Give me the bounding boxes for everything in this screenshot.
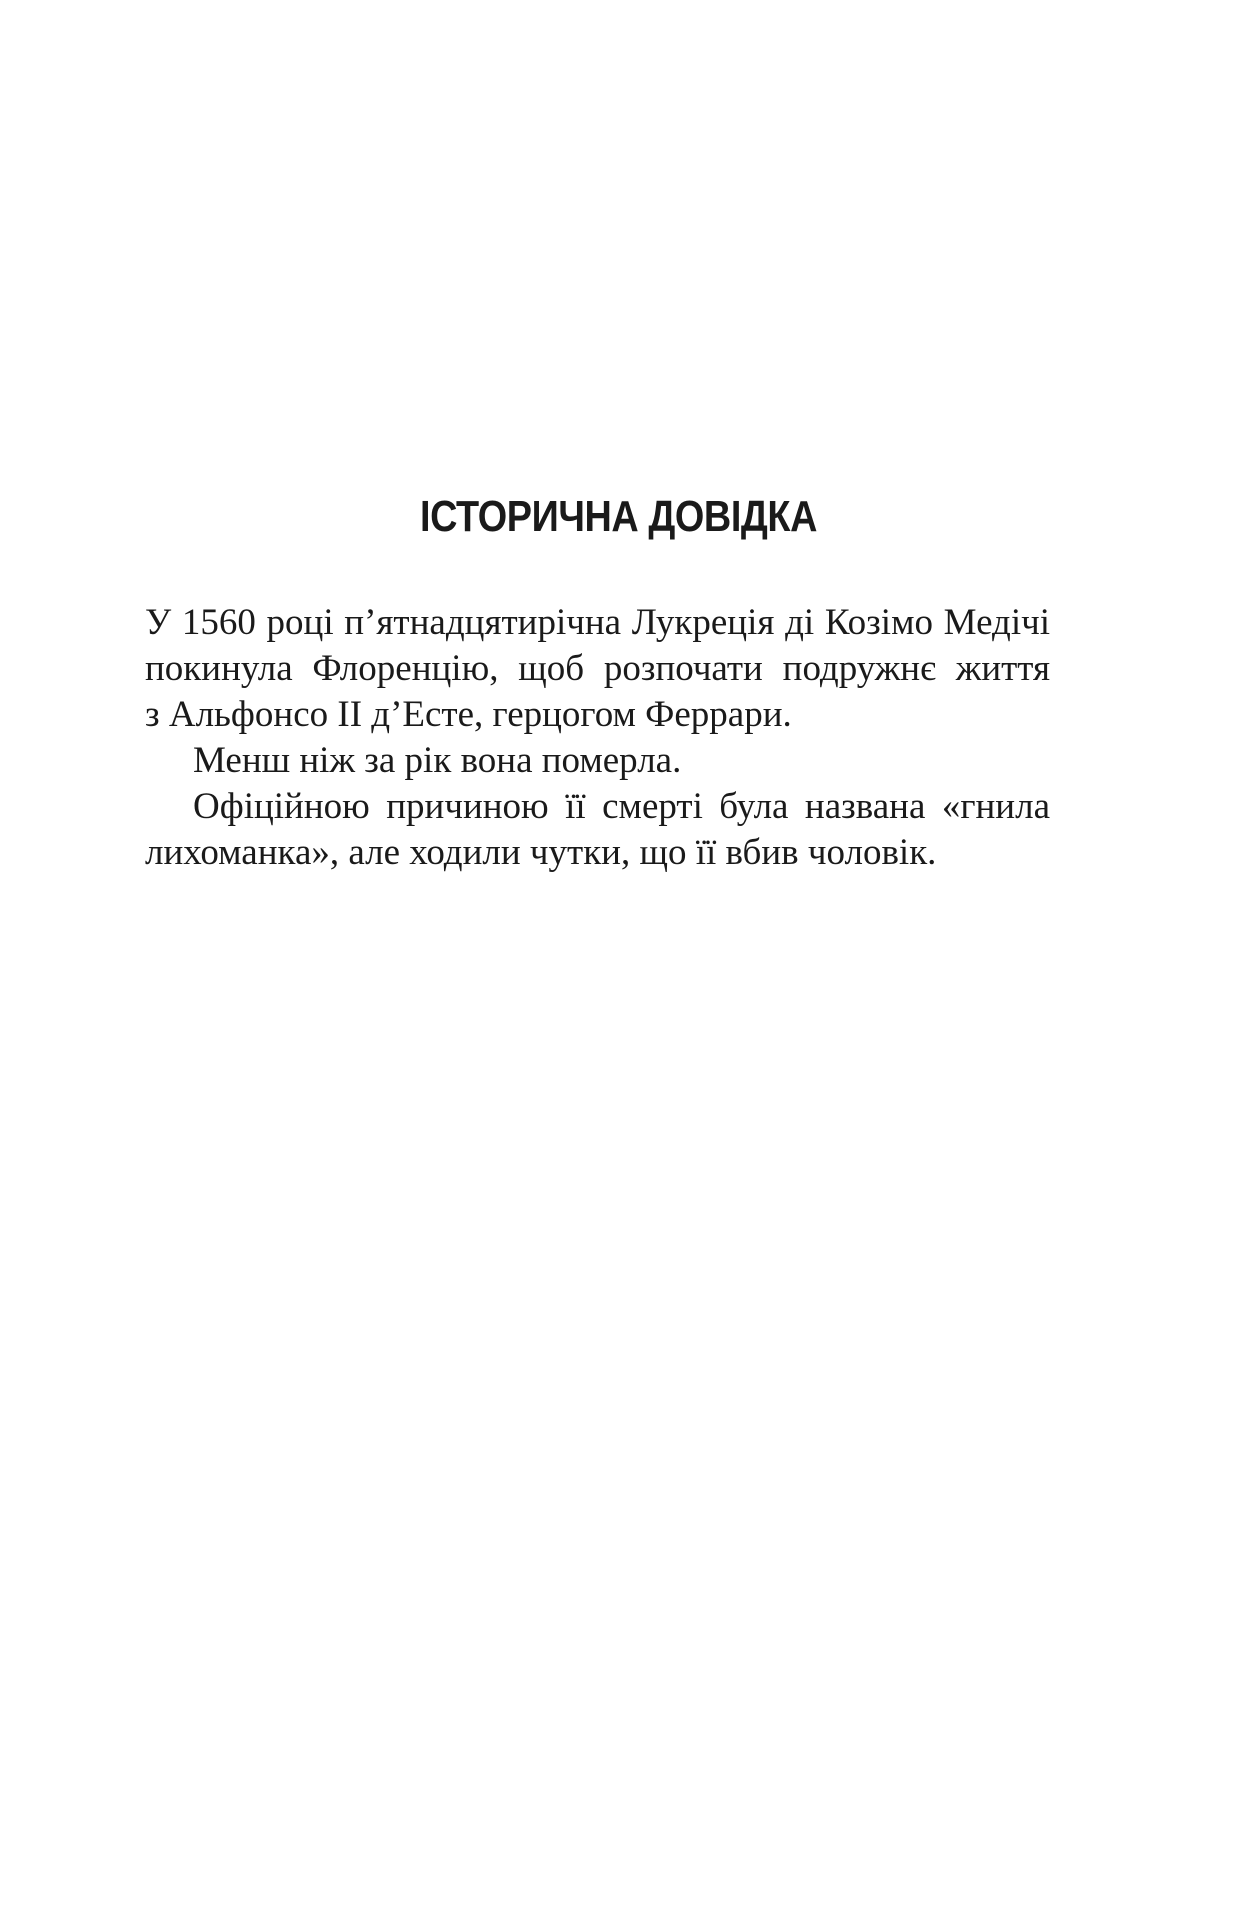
text-line: Менш ніж за рік вона померла. <box>193 740 682 781</box>
paragraph-3 <box>145 784 1050 876</box>
chapter-heading: ІСТОРИЧНА ДОВІДКА <box>420 492 817 541</box>
historical-note-text <box>145 600 1050 876</box>
paragraph-1 <box>145 600 1050 738</box>
text-line: У 1560 році п’ятнадцятирічна Лукреція ді Козімо Медічі <box>145 602 1050 643</box>
text-line: покинула Флоренцію, щоб розпочати подружнє життя <box>145 648 1050 689</box>
text-line: лихоманка», але ходили чутки, що її вбив чоловік. <box>145 832 937 873</box>
text-line: Офіційною причиною її смерті була названа «гнила <box>193 786 1050 827</box>
text-line: з Альфонсо ІІ д’Есте, герцогом Феррари. <box>145 694 792 735</box>
paragraph-2 <box>145 738 1050 784</box>
